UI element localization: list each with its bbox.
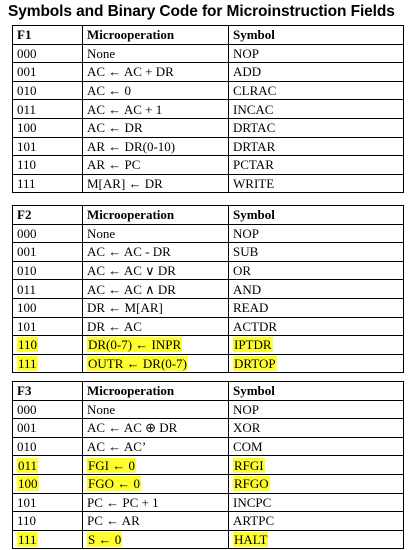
table-row [13, 336, 404, 355]
code-cell [13, 512, 83, 531]
code-cell [13, 530, 83, 549]
microoperation-cell [83, 44, 229, 63]
microoperation-text: AC ← DR [87, 120, 143, 136]
table-row [13, 512, 404, 531]
symbol-cell [229, 530, 404, 549]
table-row [13, 474, 404, 493]
code-cell [13, 474, 83, 493]
symbol-text: ADD [233, 64, 262, 80]
table-row [13, 63, 404, 82]
code-cell [13, 224, 83, 243]
symbol-cell [229, 474, 404, 493]
code-text: 011 [17, 281, 37, 297]
microoperation-text: AR ← DR(0-10) [87, 138, 176, 154]
code-text: 100 [18, 476, 38, 492]
code-cell [13, 456, 83, 475]
symbol-cell [229, 261, 404, 280]
microoperation-cell [83, 493, 229, 512]
microoperation-text: AC ← AC - DR [87, 244, 171, 260]
code-text: 011 [17, 101, 37, 117]
symbol-text: INCPC [233, 494, 272, 510]
code-cell [13, 298, 83, 317]
table-row [13, 224, 404, 243]
symbol-cell [229, 44, 404, 63]
microoperation-text: AC ← 0 [87, 83, 132, 99]
field-header: F1 [13, 26, 83, 45]
symbol-cell [229, 419, 404, 438]
code-text: 110 [18, 337, 38, 353]
microoperation-text: DR ← M[AR] [87, 300, 163, 316]
code-text: 011 [18, 457, 38, 473]
table-row [13, 280, 404, 299]
symbol-text: COM [233, 439, 263, 455]
symbol-header: Symbol [229, 206, 404, 225]
code-text: 101 [17, 494, 37, 510]
symbol-text: ACTDR [233, 318, 278, 334]
table-row [13, 400, 404, 419]
table-row [13, 174, 404, 193]
microoperation-cell [83, 530, 229, 549]
code-cell [13, 336, 83, 355]
symbol-text: OR [233, 263, 252, 279]
microoperation-text: AC ← AC ∨ DR [87, 263, 176, 279]
code-text: 100 [17, 120, 37, 136]
symbol-text: HALT [234, 532, 268, 548]
f2-table [12, 205, 404, 373]
microoperation-cell [83, 474, 229, 493]
code-cell [13, 81, 83, 100]
code-cell [13, 419, 83, 438]
code-text: 100 [17, 300, 37, 316]
microoperation-cell [83, 118, 229, 137]
table-row [13, 298, 404, 317]
symbol-cell [229, 280, 404, 299]
symbol-text: NOP [233, 225, 260, 241]
microoperation-text: PC ← AR [87, 513, 140, 529]
microoperation-header: Microoperation [83, 26, 229, 45]
table-row [13, 261, 404, 280]
code-cell [13, 156, 83, 175]
symbol-text: DRTAR [233, 138, 276, 154]
table-row [13, 530, 404, 549]
table-row [13, 493, 404, 512]
table-header-row [13, 382, 404, 401]
code-text: 001 [17, 64, 37, 80]
microoperation-cell [83, 81, 229, 100]
symbol-cell [229, 336, 404, 355]
table-row [13, 419, 404, 438]
table-row [13, 437, 404, 456]
code-cell [13, 44, 83, 63]
microoperation-cell [83, 224, 229, 243]
code-cell [13, 400, 83, 419]
symbol-cell [229, 100, 404, 119]
code-cell [13, 137, 83, 156]
microoperation-text: FGI ← 0 [88, 457, 135, 473]
symbol-text: IPTDR [234, 337, 272, 353]
table-row [13, 317, 404, 336]
microoperation-cell [83, 317, 229, 336]
table-row [13, 137, 404, 156]
symbol-cell [229, 243, 404, 262]
table-row [13, 44, 404, 63]
symbol-text: ARTPC [233, 513, 275, 529]
code-cell [13, 261, 83, 280]
microoperation-text: M[AR] ← DR [87, 176, 163, 192]
code-cell [13, 493, 83, 512]
code-text: 111 [17, 176, 36, 192]
table-row [13, 243, 404, 262]
microoperation-text: None [87, 401, 116, 417]
code-cell [13, 437, 83, 456]
table-header-row [13, 206, 404, 225]
table-row [13, 81, 404, 100]
microoperation-text: OUTR ← DR(0-7) [88, 356, 187, 372]
f1-table [12, 25, 404, 193]
code-text: 010 [17, 263, 37, 279]
table-row [13, 456, 404, 475]
code-text: 001 [17, 244, 37, 260]
code-text: 111 [18, 532, 37, 548]
microoperation-cell [83, 156, 229, 175]
microoperation-text: AC ← AC’ [87, 439, 147, 455]
table-header-row [13, 26, 404, 45]
microoperation-header: Microoperation [83, 206, 229, 225]
microoperation-text: FGO ← 0 [88, 476, 141, 492]
symbol-cell [229, 493, 404, 512]
field-header: F3 [13, 382, 83, 401]
code-text: 001 [17, 420, 37, 436]
code-cell [13, 280, 83, 299]
microoperation-text: S ← 0 [88, 532, 122, 548]
code-text: 010 [17, 83, 37, 99]
symbol-text: RFGI [234, 457, 264, 473]
symbol-cell [229, 456, 404, 475]
code-text: 110 [17, 513, 37, 529]
microoperation-cell [83, 137, 229, 156]
symbol-text: INCAC [233, 101, 274, 117]
page-title: Symbols and Binary Code for Microinstruction Fields [8, 3, 395, 20]
symbol-cell [229, 354, 404, 373]
microoperation-cell [83, 512, 229, 531]
table-row [13, 156, 404, 175]
microoperation-text: PC ← PC + 1 [87, 494, 159, 510]
microoperation-text: AC ← AC + DR [87, 64, 174, 80]
code-text: 101 [17, 318, 37, 334]
symbol-header: Symbol [229, 26, 404, 45]
symbol-text: WRITE [233, 176, 275, 192]
microoperation-text: AR ← PC [87, 157, 141, 173]
symbol-cell [229, 174, 404, 193]
symbol-cell [229, 437, 404, 456]
symbol-text: CLRAC [233, 83, 277, 99]
symbol-text: DRTAC [233, 120, 276, 136]
microoperation-text: AC ← AC + 1 [87, 101, 163, 117]
symbol-cell [229, 317, 404, 336]
microoperation-text: None [87, 225, 116, 241]
symbol-cell [229, 137, 404, 156]
symbol-cell [229, 81, 404, 100]
symbol-cell [229, 298, 404, 317]
microoperation-cell [83, 437, 229, 456]
microoperation-cell [83, 336, 229, 355]
table-row [13, 118, 404, 137]
code-text: 101 [17, 138, 37, 154]
code-cell [13, 354, 83, 373]
symbol-cell [229, 512, 404, 531]
code-text: 110 [17, 157, 37, 173]
symbol-text: AND [233, 281, 262, 297]
microoperation-cell [83, 280, 229, 299]
symbol-cell [229, 224, 404, 243]
symbol-text: SUB [233, 244, 259, 260]
microoperation-cell [83, 354, 229, 373]
code-text: 010 [17, 439, 37, 455]
microoperation-text: AC ← AC ∧ DR [87, 281, 176, 297]
symbol-text: DRTOP [234, 356, 276, 372]
code-cell [13, 317, 83, 336]
symbol-text: READ [233, 300, 269, 316]
microoperation-cell [83, 298, 229, 317]
microoperation-cell [83, 100, 229, 119]
code-cell [13, 118, 83, 137]
symbol-cell [229, 63, 404, 82]
symbol-cell [229, 156, 404, 175]
code-text: 000 [17, 225, 37, 241]
microoperation-text: AC ← AC ⊕ DR [87, 420, 178, 436]
symbol-text: RFGO [234, 476, 269, 492]
microoperation-cell [83, 400, 229, 419]
microoperation-cell [83, 261, 229, 280]
microoperation-cell [83, 419, 229, 438]
microoperation-cell [83, 63, 229, 82]
code-text: 111 [18, 356, 37, 372]
symbol-cell [229, 400, 404, 419]
table-row [13, 354, 404, 373]
field-header: F2 [13, 206, 83, 225]
microoperation-cell [83, 243, 229, 262]
microoperation-cell [83, 174, 229, 193]
symbol-text: XOR [233, 420, 261, 436]
microoperation-header: Microoperation [83, 382, 229, 401]
code-cell [13, 100, 83, 119]
table-row [13, 100, 404, 119]
code-cell [13, 174, 83, 193]
code-cell [13, 243, 83, 262]
code-cell [13, 63, 83, 82]
symbol-text: PCTAR [233, 157, 274, 173]
microoperation-cell [83, 456, 229, 475]
microoperation-text: None [87, 45, 116, 61]
microoperation-text: DR(0-7) ← INPR [88, 337, 182, 353]
symbol-text: NOP [233, 401, 260, 417]
f3-table [12, 381, 404, 549]
code-text: 000 [17, 45, 37, 61]
symbol-cell [229, 118, 404, 137]
microoperation-text: DR ← AC [87, 318, 142, 334]
symbol-text: NOP [233, 45, 260, 61]
code-text: 000 [17, 401, 37, 417]
symbol-header: Symbol [229, 382, 404, 401]
